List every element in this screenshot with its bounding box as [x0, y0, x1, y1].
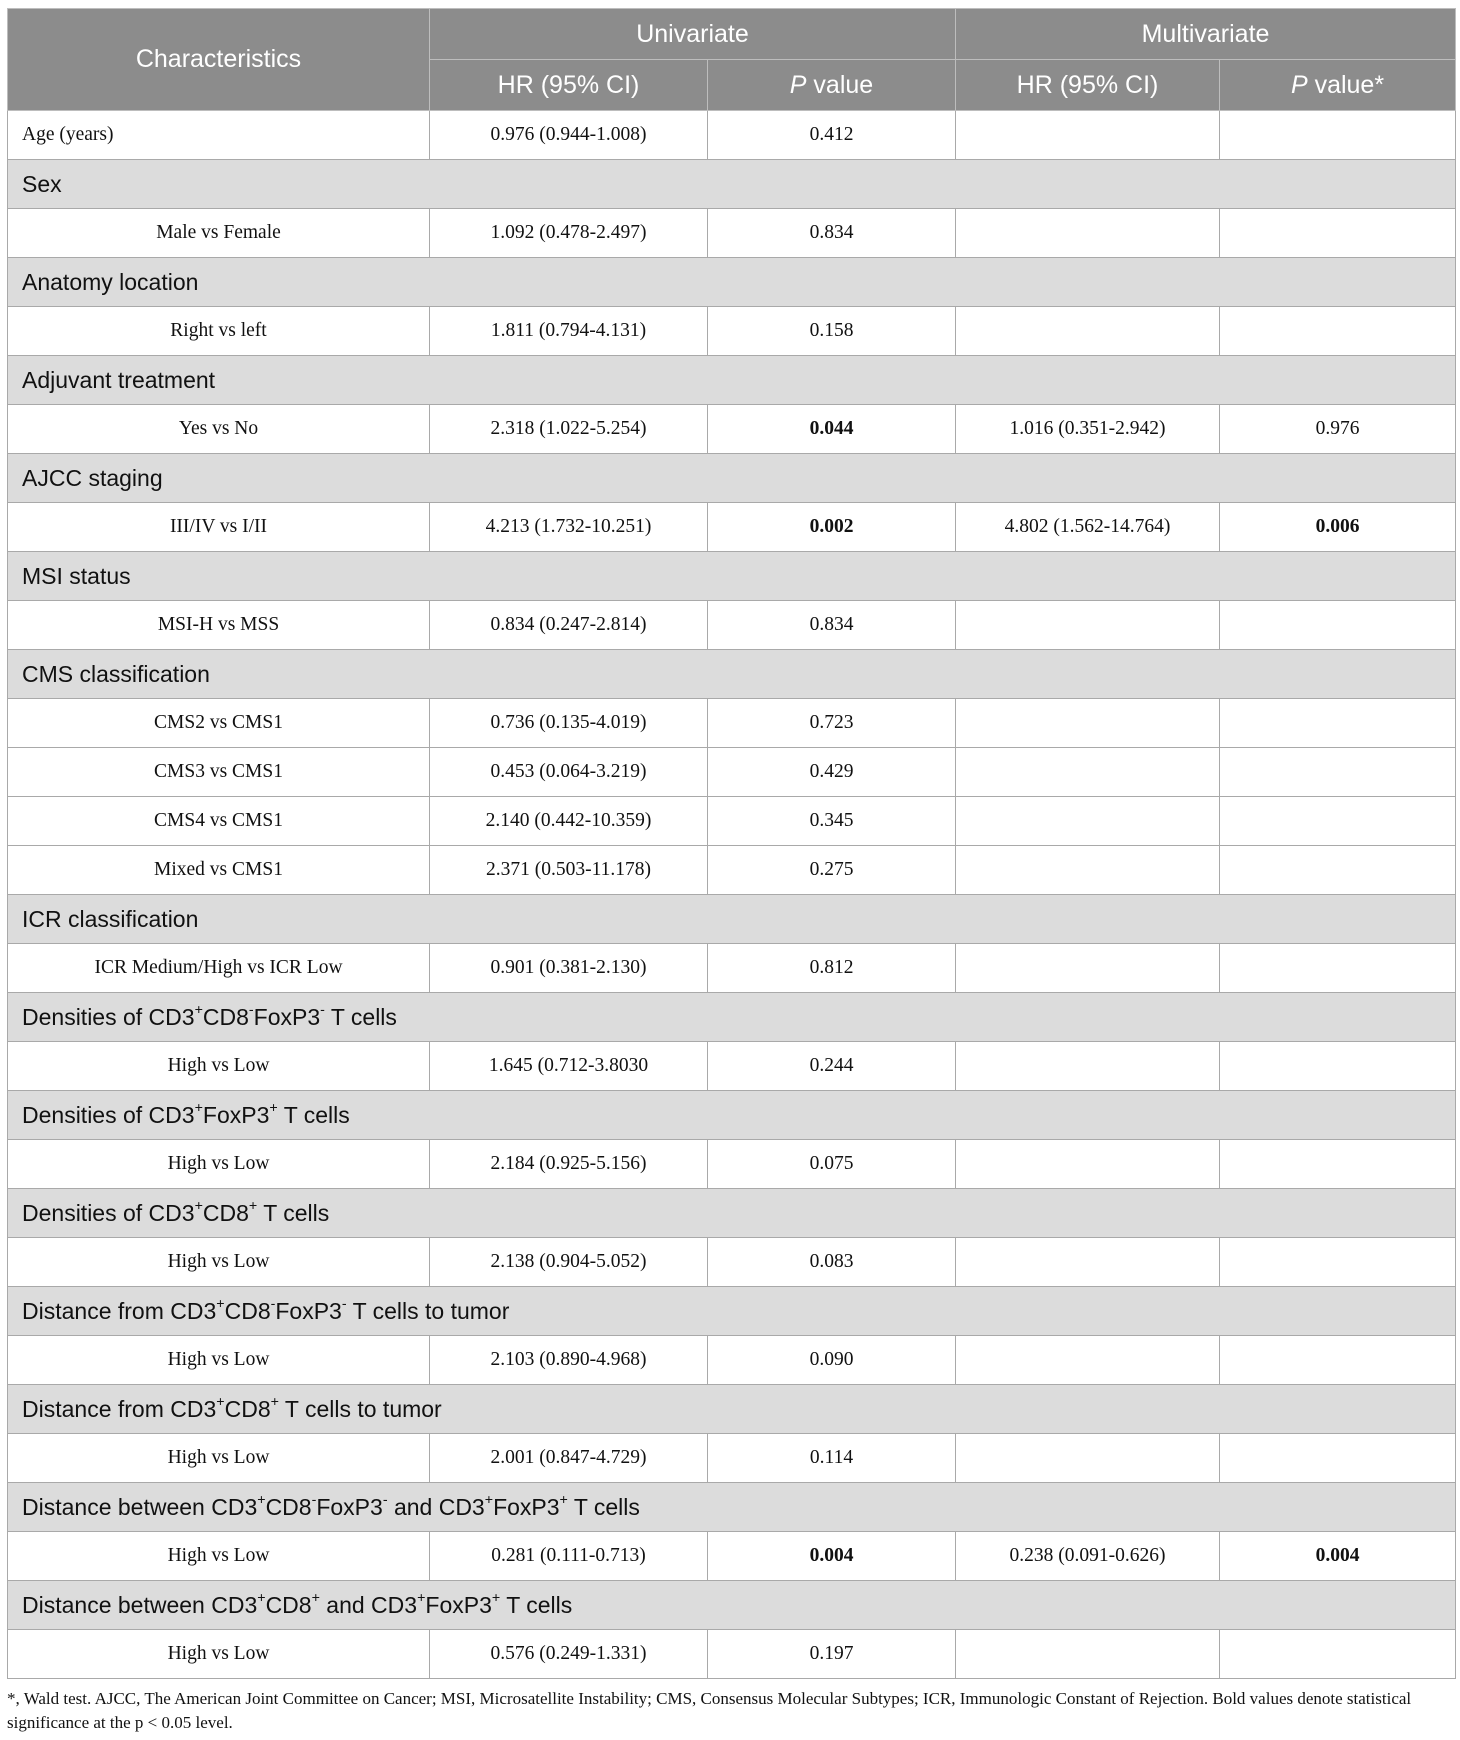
- table-footnote: *, Wald test. AJCC, The American Joint Committee on Cancer; MSI, Microsatellite Instability; CMS, Consensus Molecular Subtypes; ICR, Immunologic Constant of Rejection. Bold values denote statistical significance at the p < 0.05 level.: [7, 1689, 1412, 1732]
- section-row: [8, 1091, 1456, 1140]
- row-label: CMS2 vs CMS1: [8, 699, 430, 748]
- row-label: High vs Low: [8, 1434, 430, 1483]
- multivariate-p: [1220, 797, 1456, 846]
- row-label: High vs Low: [8, 1140, 430, 1189]
- multivariate-p: 0.006: [1220, 503, 1456, 552]
- univariate-p: 0.004: [708, 1532, 956, 1581]
- table-row: [8, 1630, 1456, 1679]
- header-univariate-p: P value: [708, 60, 956, 111]
- table-body: [8, 111, 1456, 1679]
- table-row: [8, 699, 1456, 748]
- multivariate-p: [1220, 1238, 1456, 1287]
- section-row: [8, 993, 1456, 1042]
- multivariate-hr: [956, 797, 1220, 846]
- univariate-hr: 1.645 (0.712-3.8030: [430, 1042, 708, 1091]
- section-title: Densities of CD3+CD8+ T cells: [8, 1189, 1456, 1238]
- section-row: [8, 552, 1456, 601]
- univariate-p: 0.723: [708, 699, 956, 748]
- table-row: [8, 1140, 1456, 1189]
- multivariate-p: [1220, 1042, 1456, 1091]
- univariate-p: 0.090: [708, 1336, 956, 1385]
- row-label: Yes vs No: [8, 405, 430, 454]
- table-row: [8, 1042, 1456, 1091]
- univariate-hr: 0.834 (0.247-2.814): [430, 601, 708, 650]
- row-label: ICR Medium/High vs ICR Low: [8, 944, 430, 993]
- section-row: [8, 895, 1456, 944]
- univariate-hr: 1.092 (0.478-2.497): [430, 209, 708, 258]
- section-title: MSI status: [8, 552, 1456, 601]
- row-label: High vs Low: [8, 1630, 430, 1679]
- multivariate-p: [1220, 1336, 1456, 1385]
- table-row: [8, 944, 1456, 993]
- univariate-hr: 2.184 (0.925-5.156): [430, 1140, 708, 1189]
- multivariate-p: [1220, 944, 1456, 993]
- univariate-hr: 0.576 (0.249-1.331): [430, 1630, 708, 1679]
- table-row: [8, 797, 1456, 846]
- section-row: [8, 258, 1456, 307]
- row-label: CMS4 vs CMS1: [8, 797, 430, 846]
- univariate-p: 0.244: [708, 1042, 956, 1091]
- table-row: [8, 846, 1456, 895]
- table-row: [8, 307, 1456, 356]
- table-row: [8, 111, 1456, 160]
- univariate-hr: 0.453 (0.064-3.219): [430, 748, 708, 797]
- cox-regression-table: [7, 8, 1456, 1679]
- univariate-hr: 2.371 (0.503-11.178): [430, 846, 708, 895]
- multivariate-p: [1220, 748, 1456, 797]
- univariate-p: 0.834: [708, 601, 956, 650]
- header-univariate-hr: HR (95% CI): [430, 60, 708, 111]
- multivariate-hr: [956, 307, 1220, 356]
- multivariate-p: 0.004: [1220, 1532, 1456, 1581]
- table-row: [8, 503, 1456, 552]
- section-row: [8, 160, 1456, 209]
- multivariate-p: 0.976: [1220, 405, 1456, 454]
- section-title: AJCC staging: [8, 454, 1456, 503]
- header-univariate: Univariate: [430, 9, 956, 60]
- table-row: [8, 601, 1456, 650]
- univariate-p: 0.002: [708, 503, 956, 552]
- univariate-hr: 0.901 (0.381-2.130): [430, 944, 708, 993]
- univariate-p: 0.075: [708, 1140, 956, 1189]
- multivariate-p: [1220, 1140, 1456, 1189]
- section-title: Sex: [8, 160, 1456, 209]
- row-label: Age (years): [8, 111, 430, 160]
- row-label: High vs Low: [8, 1532, 430, 1581]
- multivariate-hr: [956, 846, 1220, 895]
- section-row: [8, 1483, 1456, 1532]
- multivariate-p: [1220, 846, 1456, 895]
- section-row: [8, 454, 1456, 503]
- header-multivariate-p: P value*: [1220, 60, 1456, 111]
- univariate-hr: 1.811 (0.794-4.131): [430, 307, 708, 356]
- univariate-p: 0.345: [708, 797, 956, 846]
- multivariate-hr: [956, 1630, 1220, 1679]
- table-row: [8, 1238, 1456, 1287]
- row-label: MSI-H vs MSS: [8, 601, 430, 650]
- univariate-p: 0.834: [708, 209, 956, 258]
- multivariate-hr: [956, 209, 1220, 258]
- row-label: High vs Low: [8, 1238, 430, 1287]
- section-row: [8, 1287, 1456, 1336]
- univariate-hr: 2.138 (0.904-5.052): [430, 1238, 708, 1287]
- row-label: III/IV vs I/II: [8, 503, 430, 552]
- multivariate-p: [1220, 601, 1456, 650]
- table-row: [8, 1532, 1456, 1581]
- multivariate-hr: 1.016 (0.351-2.942): [956, 405, 1220, 454]
- univariate-hr: 4.213 (1.732-10.251): [430, 503, 708, 552]
- row-label: High vs Low: [8, 1336, 430, 1385]
- multivariate-hr: [956, 699, 1220, 748]
- multivariate-hr: [956, 1336, 1220, 1385]
- row-label: Male vs Female: [8, 209, 430, 258]
- table-row: [8, 748, 1456, 797]
- multivariate-hr: [956, 1434, 1220, 1483]
- univariate-hr: 2.001 (0.847-4.729): [430, 1434, 708, 1483]
- section-row: [8, 356, 1456, 405]
- multivariate-p: [1220, 111, 1456, 160]
- univariate-p: 0.044: [708, 405, 956, 454]
- section-title: ICR classification: [8, 895, 1456, 944]
- header-multivariate-hr: HR (95% CI): [956, 60, 1220, 111]
- row-label: Mixed vs CMS1: [8, 846, 430, 895]
- univariate-p: 0.429: [708, 748, 956, 797]
- section-row: [8, 1581, 1456, 1630]
- univariate-hr: 0.976 (0.944-1.008): [430, 111, 708, 160]
- univariate-p: 0.412: [708, 111, 956, 160]
- multivariate-p: [1220, 307, 1456, 356]
- row-label: Right vs left: [8, 307, 430, 356]
- multivariate-p: [1220, 209, 1456, 258]
- univariate-p: 0.197: [708, 1630, 956, 1679]
- univariate-hr: 2.140 (0.442-10.359): [430, 797, 708, 846]
- multivariate-hr: [956, 748, 1220, 797]
- univariate-p: 0.158: [708, 307, 956, 356]
- multivariate-p: [1220, 1434, 1456, 1483]
- univariate-p: 0.083: [708, 1238, 956, 1287]
- section-title: Densities of CD3+CD8-FoxP3- T cells: [8, 993, 1456, 1042]
- table-row: [8, 405, 1456, 454]
- header-multivariate: Multivariate: [956, 9, 1456, 60]
- section-title: Distance between CD3+CD8-FoxP3- and CD3+FoxP3+ T cells: [8, 1483, 1456, 1532]
- section-row: [8, 650, 1456, 699]
- multivariate-hr: [956, 1238, 1220, 1287]
- section-row: [8, 1385, 1456, 1434]
- table-header: [8, 9, 1456, 111]
- section-title: Distance between CD3+CD8+ and CD3+FoxP3+ T cells: [8, 1581, 1456, 1630]
- hazard-ratio-table-container: [7, 8, 1455, 1735]
- section-title: Densities of CD3+FoxP3+ T cells: [8, 1091, 1456, 1140]
- univariate-p: 0.812: [708, 944, 956, 993]
- row-label: High vs Low: [8, 1042, 430, 1091]
- multivariate-hr: [956, 1042, 1220, 1091]
- section-title: Anatomy location: [8, 258, 1456, 307]
- table-row: [8, 209, 1456, 258]
- section-title: CMS classification: [8, 650, 1456, 699]
- multivariate-hr: [956, 111, 1220, 160]
- univariate-hr: 0.281 (0.111-0.713): [430, 1532, 708, 1581]
- univariate-hr: 0.736 (0.135-4.019): [430, 699, 708, 748]
- header-characteristics: Characteristics: [8, 9, 430, 111]
- univariate-p: 0.275: [708, 846, 956, 895]
- table-row: [8, 1434, 1456, 1483]
- multivariate-hr: [956, 601, 1220, 650]
- multivariate-hr: [956, 944, 1220, 993]
- multivariate-hr: [956, 1140, 1220, 1189]
- row-label: CMS3 vs CMS1: [8, 748, 430, 797]
- section-title: Distance from CD3+CD8-FoxP3- T cells to tumor: [8, 1287, 1456, 1336]
- multivariate-hr: 4.802 (1.562-14.764): [956, 503, 1220, 552]
- section-title: Distance from CD3+CD8+ T cells to tumor: [8, 1385, 1456, 1434]
- multivariate-p: [1220, 699, 1456, 748]
- univariate-p: 0.114: [708, 1434, 956, 1483]
- univariate-hr: 2.318 (1.022-5.254): [430, 405, 708, 454]
- univariate-hr: 2.103 (0.890-4.968): [430, 1336, 708, 1385]
- section-row: [8, 1189, 1456, 1238]
- multivariate-hr: 0.238 (0.091-0.626): [956, 1532, 1220, 1581]
- table-row: [8, 1336, 1456, 1385]
- multivariate-p: [1220, 1630, 1456, 1679]
- section-title: Adjuvant treatment: [8, 356, 1456, 405]
